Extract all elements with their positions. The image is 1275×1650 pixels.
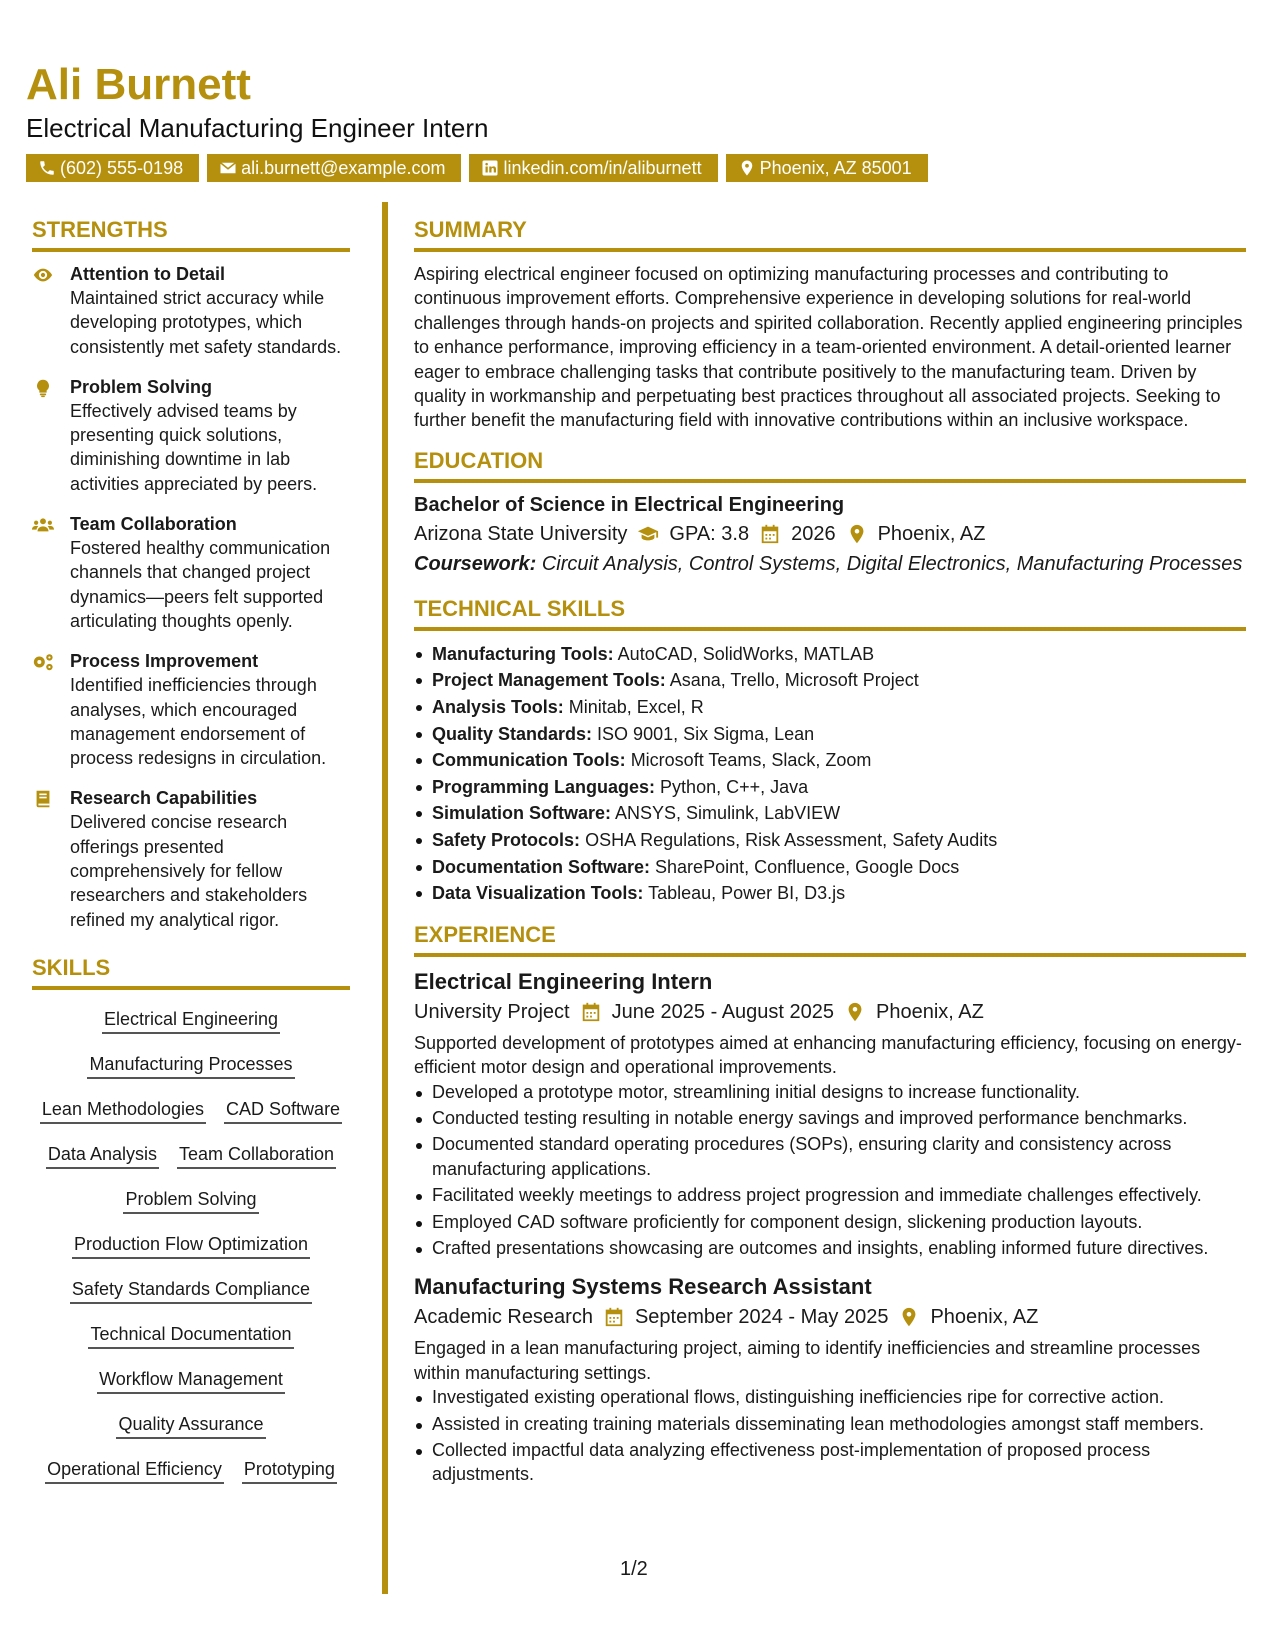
page-number: 1/2 [620, 1558, 648, 1580]
education-heading: EDUCATION [414, 447, 1246, 483]
contact-text: Phoenix, AZ 85001 [759, 158, 912, 178]
list-item: Collected impactful data analyzing effectiveness post-implementation of proposed process adjustments. [414, 1438, 1246, 1487]
calendar-icon [580, 1001, 602, 1023]
strength-title: Team Collaboration [70, 514, 237, 535]
contact-location [726, 154, 928, 182]
strength-desc: Effectively advised teams by presenting quick solutions, diminishing downtime in lab activities appreciated by peers. [70, 400, 318, 494]
users-icon [32, 515, 54, 535]
skill-tag: Prototyping [242, 1458, 337, 1484]
contact-phone[interactable] [26, 154, 199, 182]
job-location: Phoenix, AZ [876, 1000, 984, 1023]
experience-heading: EXPERIENCE [414, 921, 1246, 957]
contact-text: linkedin.com/in/aliburnett [503, 158, 702, 178]
left-column [32, 216, 350, 1503]
lightbulb-icon [32, 378, 54, 398]
strength-item [32, 512, 350, 633]
strength-title: Process Improvement [70, 651, 259, 672]
strength-desc: Fostered healthy communication channels that changed project dynamics—peers felt supported articulating thoughts openly. [70, 538, 331, 631]
candidate-name: Ali Burnett [26, 60, 251, 109]
contact-text: ali.burnett@example.com [241, 158, 446, 178]
graduation-cap-icon [637, 523, 659, 545]
column-divider [382, 202, 388, 1594]
contact-text: (602) 555-0198 [60, 158, 184, 178]
list-item: Communication Tools: Microsoft Teams, Slack, Zoom [414, 747, 1246, 774]
degree-title: Bachelor of Science in Electrical Engineering [414, 493, 845, 516]
job-location: Phoenix, AZ [930, 1306, 1039, 1329]
list-item: Programming Languages: Python, C++, Java [414, 774, 1246, 801]
job-dates: September 2024 - May 2025 [634, 1306, 889, 1329]
job-bullets [414, 1080, 1246, 1261]
strength-item [32, 262, 350, 359]
job-title: Manufacturing Systems Research Assistant [414, 1274, 872, 1300]
graduation-year: 2026 [791, 522, 836, 545]
eye-icon [32, 265, 54, 285]
list-item: Documented standard operating procedures (SOPs), ensuring clarity and consistency across manufacturing applications. [414, 1132, 1246, 1181]
technical-skills-heading: TECHNICAL SKILLS [414, 595, 1246, 631]
job-description: Engaged in a lean manufacturing project, aiming to identify inefficiencies and streamline processes within manufacturing settings. [414, 1338, 1201, 1383]
skill-tag: Electrical Engineering [102, 1008, 280, 1034]
contact-email[interactable] [207, 154, 461, 182]
skills-heading: SKILLS [32, 954, 350, 990]
linkedin-icon [481, 159, 499, 177]
coursework [414, 549, 1246, 579]
list-item: Data Visualization Tools: Tableau, Power BI, D3.js [414, 880, 1246, 907]
list-item: Safety Protocols: OSHA Regulations, Risk Assessment, Safety Audits [414, 827, 1246, 854]
skill-tag: CAD Software [224, 1098, 342, 1124]
strength-desc: Maintained strict accuracy while developing prototypes, which consistently met safety standards. [70, 288, 342, 357]
skill-tag: Problem Solving [123, 1188, 258, 1214]
skill-tag: Data Analysis [46, 1143, 159, 1169]
experience-entry [414, 967, 1246, 1261]
strength-desc: Delivered concise research offerings presented comprehensively for fellow researchers and stakeholders refined my analytical rigor. [70, 812, 308, 930]
list-item: Project Management Tools: Asana, Trello, Microsoft Project [414, 667, 1246, 694]
technical-skills-list [414, 641, 1246, 907]
gears-icon [32, 652, 54, 672]
coursework-list: Circuit Analysis, Control Systems, Digital Electronics, Manufacturing Processes [541, 552, 1243, 575]
strength-item [32, 375, 350, 496]
strength-desc: Identified inefficiencies through analyses, which encouraged management endorsement of process redesigns in circulation. [70, 675, 327, 769]
resume-header [26, 58, 1246, 182]
education-meta [414, 519, 1246, 549]
list-item: Facilitated weekly meetings to address project progression and immediate challenges effectively. [414, 1183, 1246, 1207]
skill-tag: Lean Methodologies [40, 1098, 206, 1124]
skill-tag: Safety Standards Compliance [70, 1278, 312, 1304]
list-item: Simulation Software: ANSYS, Simulink, LabVIEW [414, 800, 1246, 827]
strength-item [32, 786, 350, 931]
contact-linkedin[interactable] [469, 154, 717, 182]
map-pin-icon [846, 523, 868, 545]
summary-text: Aspiring electrical engineer focused on optimizing manufacturing processes and contributing to continuous improvement efforts. Comprehensive experience in developing solutions for real-world challenges through hands-on projects and spirited collaboration. Recently applied engineering principles to enhance performance, improving efficiency in a team-oriented environment. A detail-oriented learner eager to embrace challenging tasks that contribute positively to the manufacturing team. Driven by quality in workmanship and perpetuating best practices throughout all associated projects. Seeking to further benefit the manufacturing field with innovative contributions within an inclusive workspace. [414, 264, 1243, 431]
gpa: GPA: 3.8 [669, 522, 750, 545]
contact-bar [26, 154, 1246, 182]
skill-tag: Quality Assurance [116, 1413, 265, 1439]
strength-title: Research Capabilities [70, 788, 258, 809]
list-item: Documentation Software: SharePoint, Confluence, Google Docs [414, 854, 1246, 881]
strengths-heading: STRENGTHS [32, 216, 350, 252]
skills-list [32, 1000, 350, 1484]
map-pin-icon [898, 1306, 920, 1328]
envelope-icon [219, 159, 237, 177]
job-org: University Project [414, 1000, 570, 1023]
candidate-role: Electrical Manufacturing Engineer Intern [26, 113, 489, 143]
list-item: Investigated existing operational flows, distinguishing inefficiencies ripe for corrective action. [414, 1385, 1246, 1409]
summary-heading: SUMMARY [414, 216, 1246, 252]
book-icon [32, 789, 54, 809]
strength-item [32, 649, 350, 770]
list-item: Quality Standards: ISO 9001, Six Sigma, Lean [414, 721, 1246, 748]
job-meta [414, 1302, 1246, 1332]
job-org: Academic Research [414, 1306, 593, 1329]
list-item: Conducted testing resulting in notable energy savings and improved performance benchmarks. [414, 1106, 1246, 1130]
list-item: Crafted presentations showcasing are outcomes and insights, enabling informed future directives. [414, 1236, 1246, 1260]
education-location: Phoenix, AZ [877, 522, 986, 545]
list-item: Assisted in creating training materials disseminating lean methodologies amongst staff members. [414, 1412, 1246, 1436]
calendar-icon [759, 523, 781, 545]
strength-title: Problem Solving [70, 376, 213, 397]
skill-tag: Operational Efficiency [45, 1458, 224, 1484]
job-description: Supported development of prototypes aimed at enhancing manufacturing efficiency, focusing on energy-efficient motor design and operational improvements. [414, 1032, 1242, 1078]
school-name: Arizona State University [414, 522, 628, 545]
experience-entry [414, 1272, 1246, 1486]
calendar-icon [603, 1306, 625, 1328]
job-meta [414, 997, 1246, 1027]
skill-tag: Team Collaboration [177, 1143, 336, 1169]
job-bullets [414, 1385, 1246, 1487]
map-pin-icon [738, 159, 756, 177]
skill-tag: Technical Documentation [88, 1323, 293, 1349]
skill-tag: Manufacturing Processes [87, 1053, 294, 1079]
list-item: Manufacturing Tools: AutoCAD, SolidWorks, MATLAB [414, 641, 1246, 668]
list-item: Employed CAD software proficiently for component design, slickening production layouts. [414, 1210, 1246, 1234]
phone-icon [38, 159, 56, 177]
coursework-label: Coursework: [414, 552, 537, 575]
strength-title: Attention to Detail [70, 264, 225, 284]
skill-tag: Production Flow Optimization [72, 1233, 310, 1259]
job-dates: June 2025 - August 2025 [611, 1000, 835, 1023]
list-item: Developed a prototype motor, streamlining initial designs to increase functionality. [414, 1080, 1246, 1104]
right-column [414, 216, 1246, 1489]
map-pin-icon [844, 1001, 866, 1023]
job-title: Electrical Engineering Intern [414, 968, 713, 994]
list-item: Analysis Tools: Minitab, Excel, R [414, 694, 1246, 721]
skill-tag: Workflow Management [97, 1368, 285, 1394]
